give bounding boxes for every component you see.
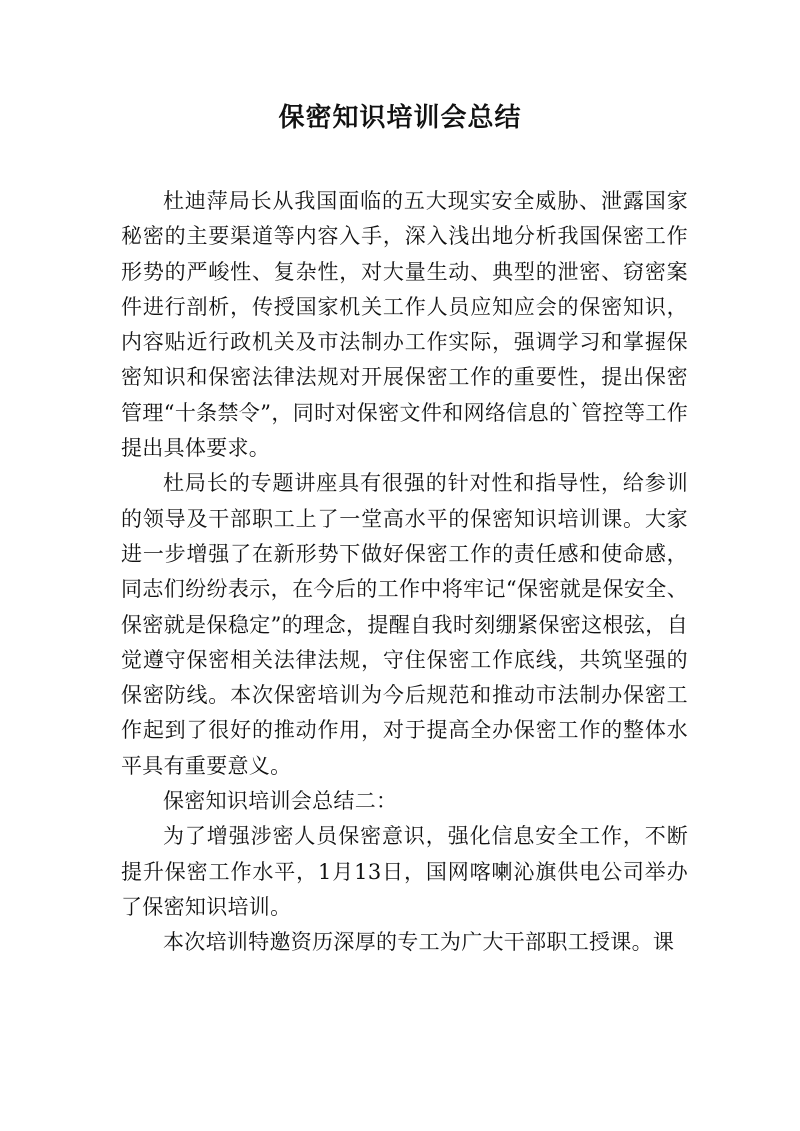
paragraph-4: 本次培训特邀资历深厚的专工为广大干部职工授课。课: [163, 930, 675, 955]
document-body: [121, 184, 688, 961]
paragraph-1: 杜迪萍局长从我国面临的五大现实安全威胁、泄露国家秘密的主要渠道等内容入手，深入浅出地分析我国保密工作形势的严峻性、复杂性，对大量生动、典型的泄密、窃密案件进行剖析，传授国家机关工作人员应知应会的保密知识，内容贴近行政机关及市法制办工作实际，强调学习和掌握保密知识和保密法律法规对开展保密工作的重要性，提出保密管理“十条禁令”，同时对保密文件和网络信息的`管控等工作提出具体要求。: [121, 189, 688, 461]
document-title: 保密知识培训会总结: [278, 103, 522, 133]
paragraph-3: 为了增强涉密人员保密意识，强化信息安全工作，不断提升保密工作水平，1月13日，国网喀喇沁旗供电公司举办了保密知识培训。: [121, 824, 688, 919]
section-heading: 保密知识培训会总结二：: [163, 789, 398, 814]
paragraph-2: 杜局长的专题讲座具有很强的针对性和指导性，给参训的领导及干部职工上了一堂高水平的保密知识培训课。大家进一步增强了在新形势下做好保密工作的责任感和使命感，同志们纷纷表示，在今后的工作中将牢记“保密就是保安全、保密就是保稳定”的理念，提醒自我时刻绷紧保密这根弦，自觉遵守保密相关法律法规，守住保密工作底线，共筑坚强的保密防线。本次保密培训为今后规范和推动市法制办保密工作起到了很好的推动作用，对于提高全办保密工作的整体水平具有重要意义。: [121, 471, 688, 778]
